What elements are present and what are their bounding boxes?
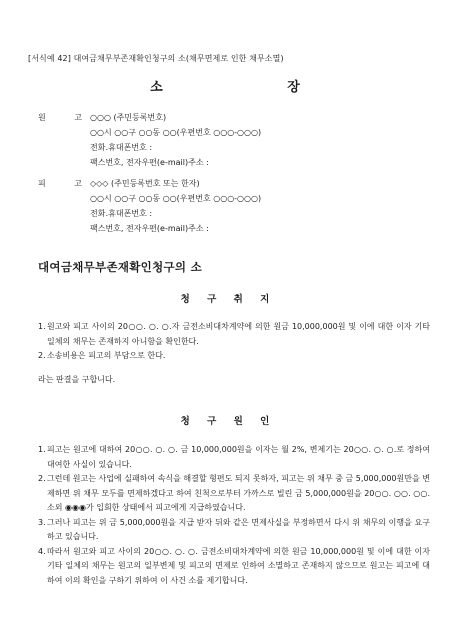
defendant-phone: 전화․휴대폰번호 : bbox=[90, 208, 153, 218]
form-label: [서식예 42] 대여금채무부존재확인청구의 소(채무면제로 인한 채무소멸) bbox=[28, 54, 284, 63]
judgment-request: 라는 판결을 구합니다. bbox=[38, 375, 116, 384]
plaintiff-phone: 전화․휴대폰번호 : bbox=[90, 142, 153, 152]
defendant-block bbox=[38, 176, 438, 236]
claim-purpose-list bbox=[38, 320, 430, 364]
defendant-role: 피 고 bbox=[38, 178, 95, 188]
list-item: 4. 따라서 원고와 피고 사이의 20○○. ○. ○. 금전소비대차계약에 의한 원금 10,000,000원 및 이에 대한 이자 기타 일체의 채무는 원고의 일부변제 및 피고의 면제로 인하여 소멸하고 존재하지 않으므로 원고는 피고에 대하여 이의 확인을 구하기 위하여 이 사건 소를 제기합니다. bbox=[38, 546, 430, 585]
claim-cause-title: 청 구 원 인 bbox=[180, 416, 277, 427]
plaintiff-address: ○○시 ○○구 ○○동 ○○(우편번호 ○○○-○○○) bbox=[90, 127, 262, 137]
plaintiff-name: ○○○ (주민등록번호) bbox=[90, 112, 167, 122]
claim-purpose-title: 청 구 취 지 bbox=[180, 294, 277, 305]
plaintiff-block bbox=[38, 110, 438, 170]
defendant-address: ○○시 ○○구 ○○동 ○○(우편번호 ○○○-○○○) bbox=[90, 193, 262, 203]
case-name: 대여금채무부존재확인청구의 소 bbox=[38, 260, 203, 274]
list-item: 3. 그러나 피고는 위 금 5,000,000원을 지급 받자 뒤와 같은 면제사실을 부정하면서 다시 위 채무의 이행을 요구하고 있습니다. bbox=[38, 517, 430, 541]
defendant-fax: 팩스번호, 전자우편(e-mail)주소 : bbox=[90, 223, 209, 233]
list-item: 2. 그런데 원고는 사업에 실패하여 속식을 해결할 형편도 되지 못하자, 피고는 위 채무 중 금 5,000,000원만을 변제하면 위 채무 모두를 면제하겠다고 하여 친척으로부터 가까스로 빌린 금 5,000,000원을 20○○. ○○. ○○. 소외 ◉◉◉가 입회한 상태에서 피고에게 지급하였습니다. bbox=[38, 474, 430, 512]
claim-cause-list bbox=[38, 443, 430, 588]
list-item: 1. 원고와 피고 사이의 20○○. ○. ○.자 금전소비대차계약에 의한 원금 10,000,000원 및 이에 대한 이자 기타 일체의 채무는 존재하지 아니함을 확인한다. bbox=[38, 322, 430, 346]
list-item: 1. 피고는 원고에 대하여 20○○. ○. ○. 금 10,000,000원을 이자는 월 2%, 변제기는 20○○. ○. ○.로 정하여 대여한 사실이 있습니다. bbox=[38, 445, 430, 469]
defendant-name: ◇◇◇ (주민등록번호 또는 한자) bbox=[90, 178, 200, 188]
plaintiff-role: 원 고 bbox=[38, 112, 95, 122]
plaintiff-fax: 팩스번호, 전자우편(e-mail)주소 : bbox=[90, 157, 209, 167]
document-title: 소 장 bbox=[150, 80, 360, 95]
list-item: 2. 소송비용은 피고의 부담으로 한다. bbox=[38, 351, 166, 360]
